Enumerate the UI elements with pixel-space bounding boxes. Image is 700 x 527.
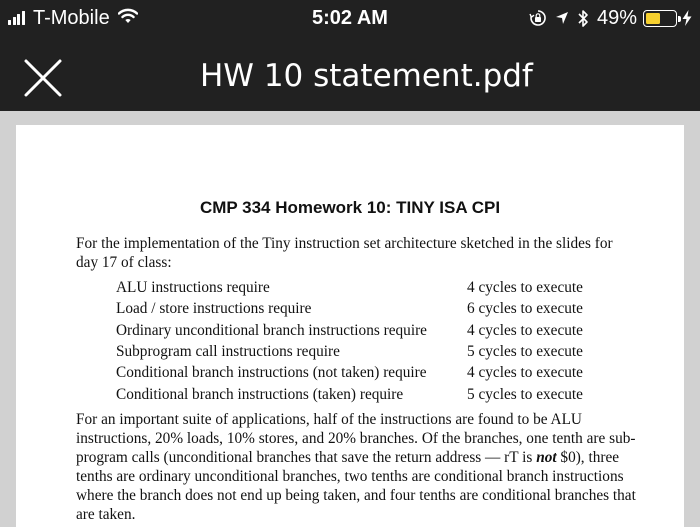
clock: 5:02 AM [312, 7, 388, 29]
carrier-name: T-Mobile [33, 7, 110, 29]
intro-paragraph: For the implementation of the Tiny instruction set architecture sketched in the slides for day 17 of class: [76, 235, 613, 271]
requirement-cycles: 4 cycles to execute [467, 279, 583, 296]
status-bar [0, 0, 700, 38]
applications-paragraph [76, 410, 636, 524]
orientation-lock-icon [529, 9, 547, 27]
top-bar [0, 0, 700, 111]
battery-nub [678, 16, 681, 22]
battery-level-fill [646, 13, 660, 24]
requirement-label: Conditional branch instructions (taken) require [116, 385, 404, 403]
close-button[interactable] [20, 55, 66, 101]
paragraph-text-after: $0), three tenths are ordinary unconditional branches, two tenths are conditional branch instructions where the branch does not end up being taken, and four tenths are conditional branches that are taken. [76, 449, 636, 523]
requirement-cycles: 4 cycles to execute [467, 321, 583, 339]
charging-bolt-icon [682, 10, 692, 26]
requirement-cycles: 5 cycles to execute [467, 385, 583, 403]
close-icon [20, 55, 66, 101]
bluetooth-icon [577, 9, 589, 28]
paragraph-text-before: For an important suite of applications, half of the instructions are found to be ALU instructions, 20% loads, 10% stores, and 20% branches. Of the branches, one tenth are sub-program calls (unconditional branches that save the return address — rT is [76, 411, 636, 466]
battery-icon [643, 10, 677, 27]
battery-percentage: 49% [596, 7, 637, 29]
requirement-cycles: 4 cycles to execute [467, 364, 583, 382]
requirement-label: Ordinary unconditional branch instructions require [116, 321, 427, 339]
paragraph-emphasis: not [536, 449, 557, 466]
document-title: HW 10 statement.pdf [200, 58, 533, 94]
requirement-cycles: 6 cycles to execute [467, 300, 583, 318]
location-arrow-icon [555, 11, 569, 25]
requirement-label: Load / store instructions require [116, 300, 312, 318]
pdf-page[interactable] [16, 125, 684, 527]
system-status-icons [521, 8, 692, 28]
homework-heading: CMP 334 Homework 10: TINY ISA CPI [199, 198, 501, 217]
requirement-label: ALU instructions require [116, 279, 270, 296]
requirement-cycles: 5 cycles to execute [467, 342, 583, 360]
requirement-label: Subprogram call instructions require [116, 342, 340, 360]
requirement-label: Conditional branch instructions (not taken) require [116, 364, 427, 382]
